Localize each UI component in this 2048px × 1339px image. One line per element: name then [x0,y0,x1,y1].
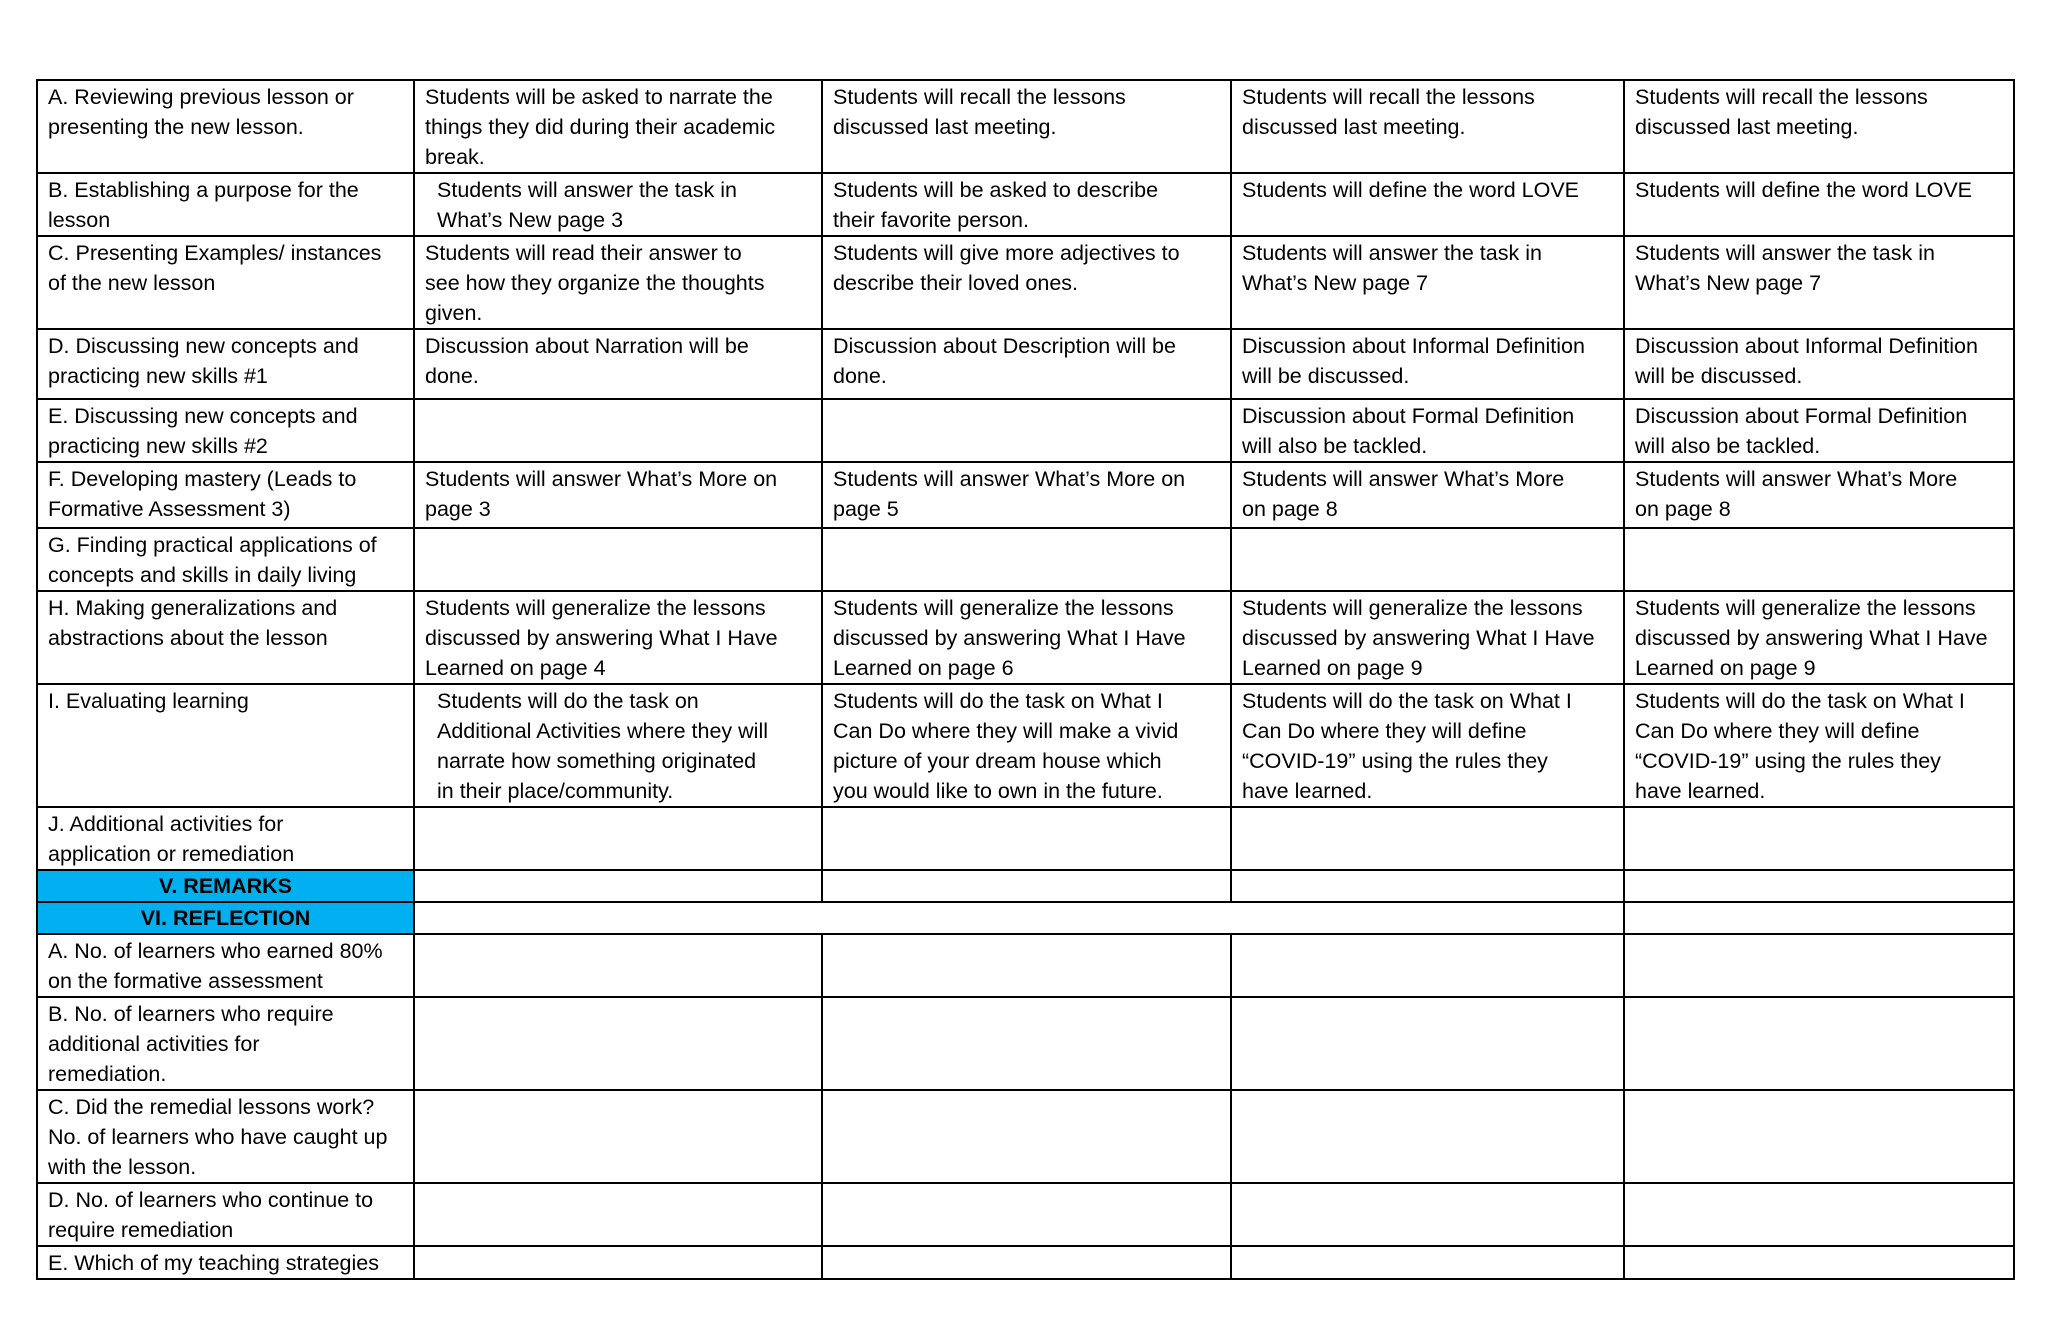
table-cell: Discussion about Informal Definition will be discussed. [1624,329,2014,399]
table-cell [414,1246,822,1279]
table-cell: Students will generalize the lessons discussed by answering What I Have Learned on page 9 [1624,591,2014,684]
table-cell: Students will recall the lessons discussed last meeting. [1624,80,2014,173]
table-cell [1231,934,1624,997]
table-cell [414,997,822,1090]
table-cell: Students will do the task on What I Can Do where they will define “COVID-19” using the rules they have learned. [1231,684,1624,807]
reflection-row-d [37,1183,2014,1246]
table-cell: Students will answer What’s More on page 3 [414,462,822,528]
row-label: C. Presenting Examples/ instances of the new lesson [37,236,414,329]
table-cell: Students will be asked to describe their favorite person. [822,173,1231,236]
table-cell [1624,1183,2014,1246]
row-label: D. Discussing new concepts and practicing new skills #1 [37,329,414,399]
table-cell: Students will generalize the lessons discussed by answering What I Have Learned on page 4 [414,591,822,684]
table-cell [1231,807,1624,870]
procedure-row-f [37,462,2014,528]
lesson-plan-table [36,79,2015,1280]
row-label: I. Evaluating learning [37,684,414,807]
table-cell [1624,997,2014,1090]
table-cell: Students will answer the task in What’s New page 3 [414,173,822,236]
table-cell [414,399,822,462]
table-cell: Students will read their answer to see how they organize the thoughts given. [414,236,822,329]
reflection-header: VI. REFLECTION [37,902,414,934]
procedure-row-h [37,591,2014,684]
procedure-row-d [37,329,2014,399]
row-label: A. Reviewing previous lesson or presenting the new lesson. [37,80,414,173]
table-cell [1624,902,2014,934]
table-cell: Students will define the word LOVE [1231,173,1624,236]
table-cell: Students will answer the task in What’s New page 7 [1231,236,1624,329]
table-cell [1624,870,2014,902]
table-cell: Discussion about Informal Definition will be discussed. [1231,329,1624,399]
table-cell: Students will be asked to narrate the things they did during their academic break. [414,80,822,173]
table-cell [1624,1090,2014,1183]
table-cell [822,528,1231,591]
procedure-row-i [37,684,2014,807]
table-cell [822,1246,1231,1279]
table-cell [822,870,1231,902]
procedure-row-g [37,528,2014,591]
table-cell: Students will give more adjectives to describe their loved ones. [822,236,1231,329]
procedure-row-e [37,399,2014,462]
row-label: D. No. of learners who continue to require remediation [37,1183,414,1246]
table-cell [1231,1090,1624,1183]
row-label: E. Discussing new concepts and practicing new skills #2 [37,399,414,462]
table-cell: Students will generalize the lessons discussed by answering What I Have Learned on page 9 [1231,591,1624,684]
table-cell [1231,1246,1624,1279]
table-cell [1231,528,1624,591]
remarks-header: V. REMARKS [37,870,414,902]
table-cell [822,399,1231,462]
table-cell [414,807,822,870]
reflection-header-row [37,902,2014,934]
table-cell [822,1090,1231,1183]
table-cell: Students will do the task on What I Can Do where they will make a vivid picture of your dream house which you would like to own in the future. [822,684,1231,807]
table-cell: Discussion about Description will be done. [822,329,1231,399]
table-cell: Students will answer What’s More on page 5 [822,462,1231,528]
row-label: H. Making generalizations and abstractions about the lesson [37,591,414,684]
procedure-row-b [37,173,2014,236]
reflection-row-a [37,934,2014,997]
table-cell [1231,997,1624,1090]
table-cell [1624,807,2014,870]
row-label: B. Establishing a purpose for the lesson [37,173,414,236]
table-cell [1624,528,2014,591]
table-cell: Students will do the task on What I Can Do where they will define “COVID-19” using the rules they have learned. [1624,684,2014,807]
table-cell [822,934,1231,997]
table-cell [414,1090,822,1183]
row-label: E. Which of my teaching strategies [37,1246,414,1279]
table-cell [822,807,1231,870]
table-cell [1231,1183,1624,1246]
table-cell: Students will answer What’s More on page 8 [1231,462,1624,528]
table-cell [414,870,822,902]
table-cell: Students will recall the lessons discussed last meeting. [1231,80,1624,173]
procedure-row-c [37,236,2014,329]
table-cell: Students will recall the lessons discussed last meeting. [822,80,1231,173]
table-cell: Students will answer the task in What’s New page 7 [1624,236,2014,329]
table-cell: Students will define the word LOVE [1624,173,2014,236]
reflection-row-b [37,997,2014,1090]
row-label: G. Finding practical applications of concepts and skills in daily living [37,528,414,591]
table-cell: Discussion about Formal Definition will also be tackled. [1624,399,2014,462]
table-cell [414,934,822,997]
row-label: J. Additional activities for application or remediation [37,807,414,870]
table-cell: Discussion about Formal Definition will also be tackled. [1231,399,1624,462]
row-label: B. No. of learners who require additional activities for remediation. [37,997,414,1090]
table-cell: Students will do the task on Additional Activities where they will narrate how something originated in their place/community. [414,684,822,807]
table-cell [414,528,822,591]
table-cell [1624,1246,2014,1279]
reflection-row-e [37,1246,2014,1279]
table-cell: Students will answer What’s More on page 8 [1624,462,2014,528]
procedure-row-j [37,807,2014,870]
remarks-row [37,870,2014,902]
table-cell: Discussion about Narration will be done. [414,329,822,399]
table-cell [414,902,1624,934]
row-label: F. Developing mastery (Leads to Formative Assessment 3) [37,462,414,528]
table-cell: Students will generalize the lessons discussed by answering What I Have Learned on page 6 [822,591,1231,684]
table-cell [822,997,1231,1090]
reflection-row-c [37,1090,2014,1183]
row-label: A. No. of learners who earned 80% on the formative assessment [37,934,414,997]
table-cell [414,1183,822,1246]
table-cell [822,1183,1231,1246]
table-cell [1624,934,2014,997]
table-cell [1231,870,1624,902]
procedure-row-a [37,80,2014,173]
row-label: C. Did the remedial lessons work? No. of learners who have caught up with the lesson. [37,1090,414,1183]
